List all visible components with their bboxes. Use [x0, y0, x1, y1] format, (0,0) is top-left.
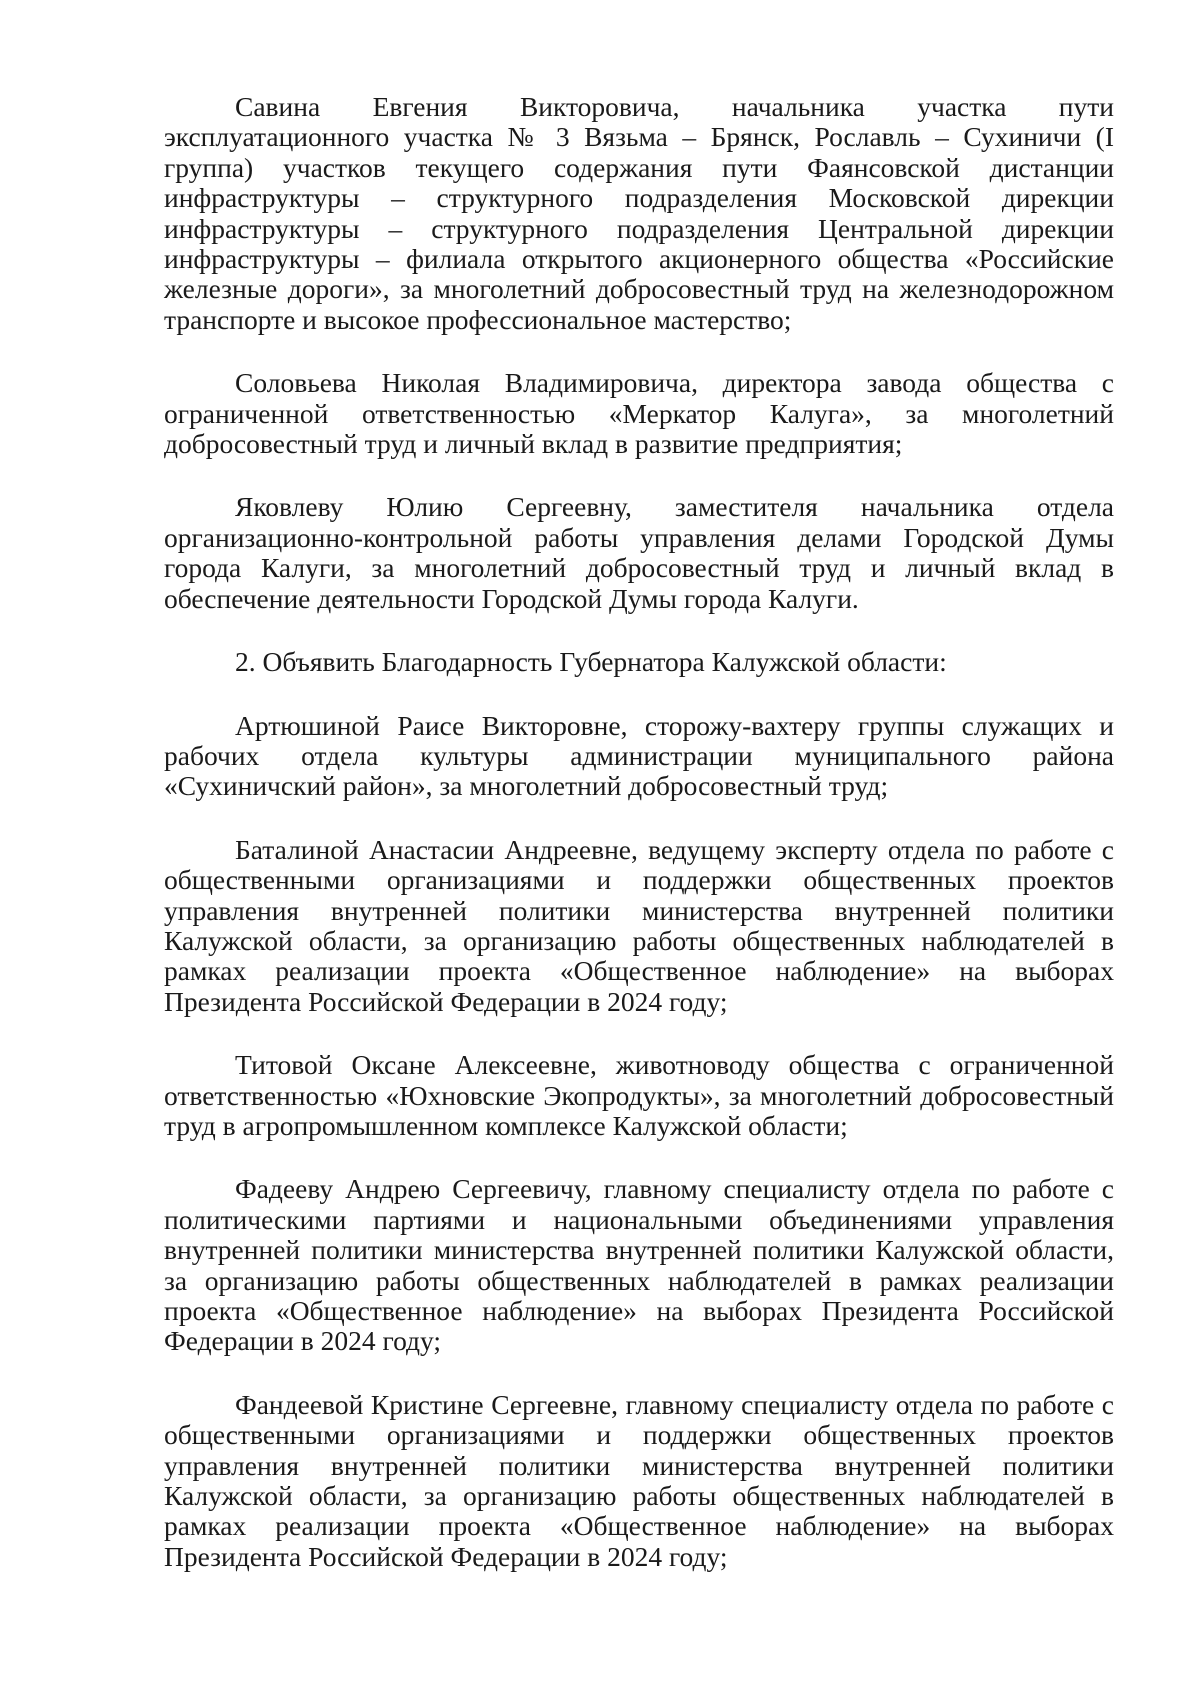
gratitude-entry-fadeev: Фадееву Андрею Сергеевичу, главному специалисту отдела по работе с политическими партиями и национальными объединениями управления внутренней политики министерства внутренней политики Калужской области, за организацию работы общественных наблюдателей в рамках реализации проекта «Общественное наблюдение» на выборах Президента Российской Федерации в 2024 году;	[164, 1173, 1114, 1357]
document-page	[164, 92, 1114, 1572]
gratitude-entry-fandeeva: Фандеевой Кристине Сергеевне, главному специалисту отдела по работе с общественными организациями и поддержки общественных проектов управления внутренней политики министерства внутренней политики Калужской области, за организацию работы общественных наблюдателей в рамках реализации проекта «Общественное наблюдение» на выборах Президента Российской Федерации в 2024 году;	[164, 1388, 1114, 1572]
gratitude-entry-titova: Титовой Оксане Алексеевне, животноводу общества с ограниченной ответственностью «Юхновские Экопродукты», за многолетний добросовестный труд в агропромышленном комплексе Калужской области;	[164, 1049, 1114, 1141]
award-entry-solovyev: Соловьева Николая Владимировича, директора завода общества с ограниченной ответственностью «Меркатор Калуга», за многолетний добросовестный труд и личный вклад в развитие предприятия;	[164, 367, 1114, 460]
section-heading-gratitude: 2. Объявить Благодарность Губернатора Калужской области:	[235, 646, 947, 678]
award-entry-savin: Савина Евгения Викторовича, начальника участка пути эксплуатационного участка № 3 Вязьма – Брянск, Рославль – Сухиничи (I группа) участков текущего содержания пути Фаянсовской дистанции инфраструктуры – структурного подразделения Московской дирекции инфраструктуры – структурного подразделения Центральной дирекции инфраструктуры – филиала открытого акционерного общества «Российские железные дороги», за многолетний добросовестный труд на железнодорожном транспорте и высокое профессиональное мастерство;	[164, 91, 1114, 335]
gratitude-entry-batalina: Баталиной Анастасии Андреевне, ведущему эксперту отдела по работе с общественными организациями и поддержки общественных проектов управления внутренней политики министерства внутренней политики Калужской области, за организацию работы общественных наблюдателей в рамках реализации проекта «Общественное наблюдение» на выборах Президента Российской Федерации в 2024 году;	[164, 833, 1114, 1017]
gratitude-entry-artyushina: Артюшиной Раисе Викторовне, сторожу-вахтеру группы служащих и рабочих отдела культуры администрации муниципального района «Сухиничский район», за многолетний добросовестный труд;	[164, 709, 1114, 802]
award-entry-yakovleva: Яковлеву Юлию Сергеевну, заместителя начальника отдела организационно-контрольной работы управления делами Городской Думы города Калуги, за многолетний добросовестный труд и личный вклад в обеспечение деятельности Городской Думы города Калуги.	[164, 491, 1114, 614]
